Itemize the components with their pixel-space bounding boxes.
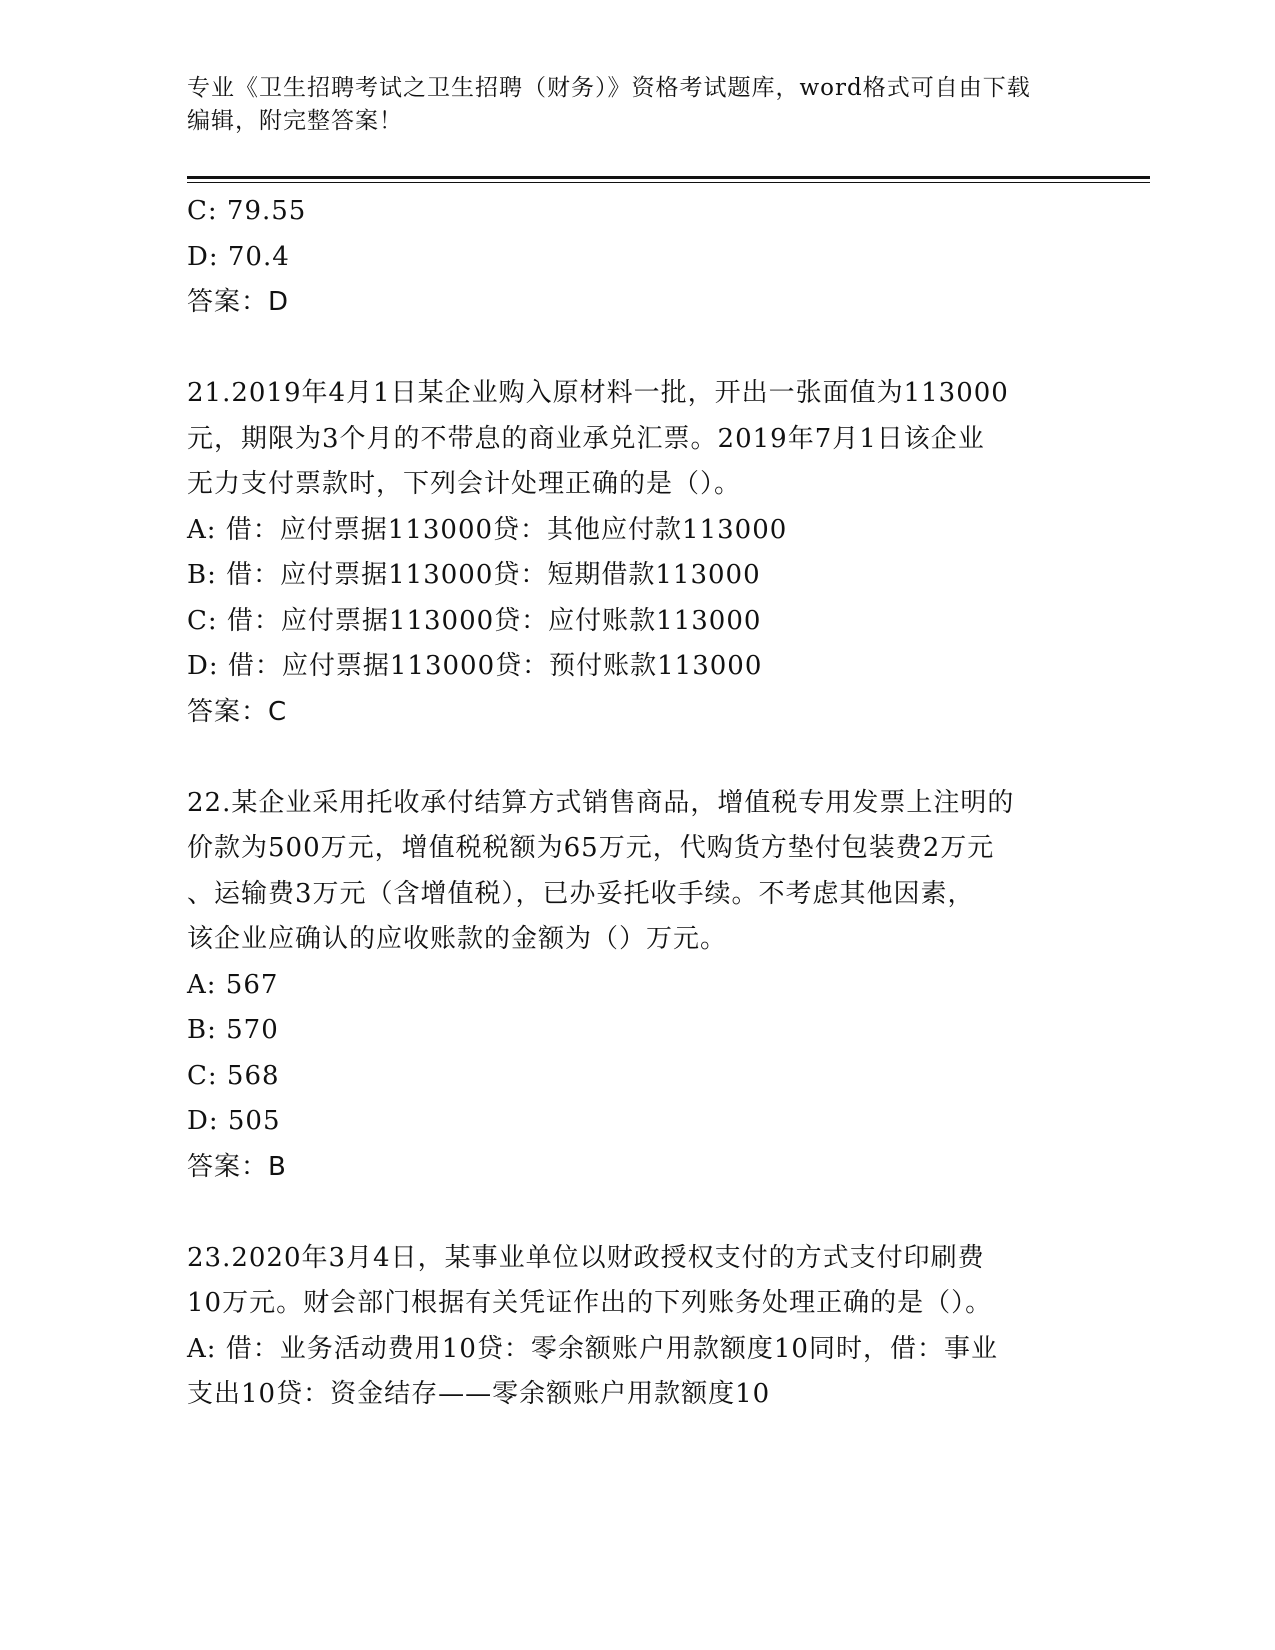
option-d: D: 505: [187, 1106, 281, 1136]
question-stem-line: 价款为500万元，增值税税额为65万元，代购货方垫付包装费2万元: [187, 833, 995, 863]
question-stem-line: 元，期限为3个月的不带息的商业承兑汇票。2019年7月1日该企业: [187, 423, 985, 454]
option-d: D: 借：应付票据113000贷：预付账款113000: [187, 651, 763, 681]
option-b: B: 570: [187, 1015, 279, 1045]
header-line-2: 编辑，附完整答案！: [187, 108, 403, 134]
header-divider-thin: [187, 182, 1150, 183]
question-stem-line: 10万元。财会部门根据有关凭证作出的下列账务处理正确的是（）。: [187, 1288, 993, 1318]
spacer: [187, 326, 1087, 372]
question-stem-line: 21.2019年4月1日某企业购入原材料一批，开出一张面值为113000: [187, 378, 1009, 408]
document-header: [187, 72, 1087, 138]
answer-line: 答案：B: [187, 1151, 287, 1182]
header-line-1: 专业《卫生招聘考试之卫生招聘（财务）》资格考试题库，word格式可自由下载: [187, 75, 1031, 101]
question-stem-line: 、运输费3万元（含增值税），已办妥托收手续。不考虑其他因素，: [187, 878, 975, 909]
question-23: [187, 1236, 1087, 1418]
question-stem-line: 22.某企业采用托收承付结算方式销售商品，增值税专用发票上注明的: [187, 787, 1015, 818]
previous-question-fragment: [187, 189, 1087, 326]
spacer: [187, 1190, 1087, 1236]
question-stem-line: 该企业应确认的应收账款的金额为（）万元。: [187, 924, 728, 954]
option-d: D: 70.4: [187, 241, 290, 272]
question-22: [187, 781, 1087, 1191]
option-c: C: 借：应付票据113000贷：应付账款113000: [187, 605, 762, 636]
option-a: A: 567: [187, 969, 279, 1000]
answer-line: 答案：C: [187, 696, 288, 727]
option-a: A: 借：业务活动费用10贷：零余额账户用款额度10同时，借：事业: [187, 1333, 998, 1364]
header-divider-thick: [187, 176, 1150, 179]
option-c: C: 79.55: [187, 196, 307, 226]
question-stem-line: 23.2020年3月4日，某事业单位以财政授权支付的方式支付印刷费: [187, 1242, 985, 1273]
spacer: [187, 735, 1087, 781]
option-a-continuation: 支出10贷：资金结存——零余额账户用款额度10: [187, 1379, 771, 1409]
question-stem-line: 无力支付票款时，下列会计处理正确的是（）。: [187, 469, 742, 499]
option-b: B: 借：应付票据113000贷：短期借款113000: [187, 560, 761, 590]
answer-line: 答案：D: [187, 287, 290, 317]
option-c: C: 568: [187, 1060, 280, 1091]
question-21: [187, 371, 1087, 735]
option-a: A: 借：应付票据113000贷：其他应付款113000: [187, 514, 788, 545]
document-body: [187, 189, 1087, 1418]
